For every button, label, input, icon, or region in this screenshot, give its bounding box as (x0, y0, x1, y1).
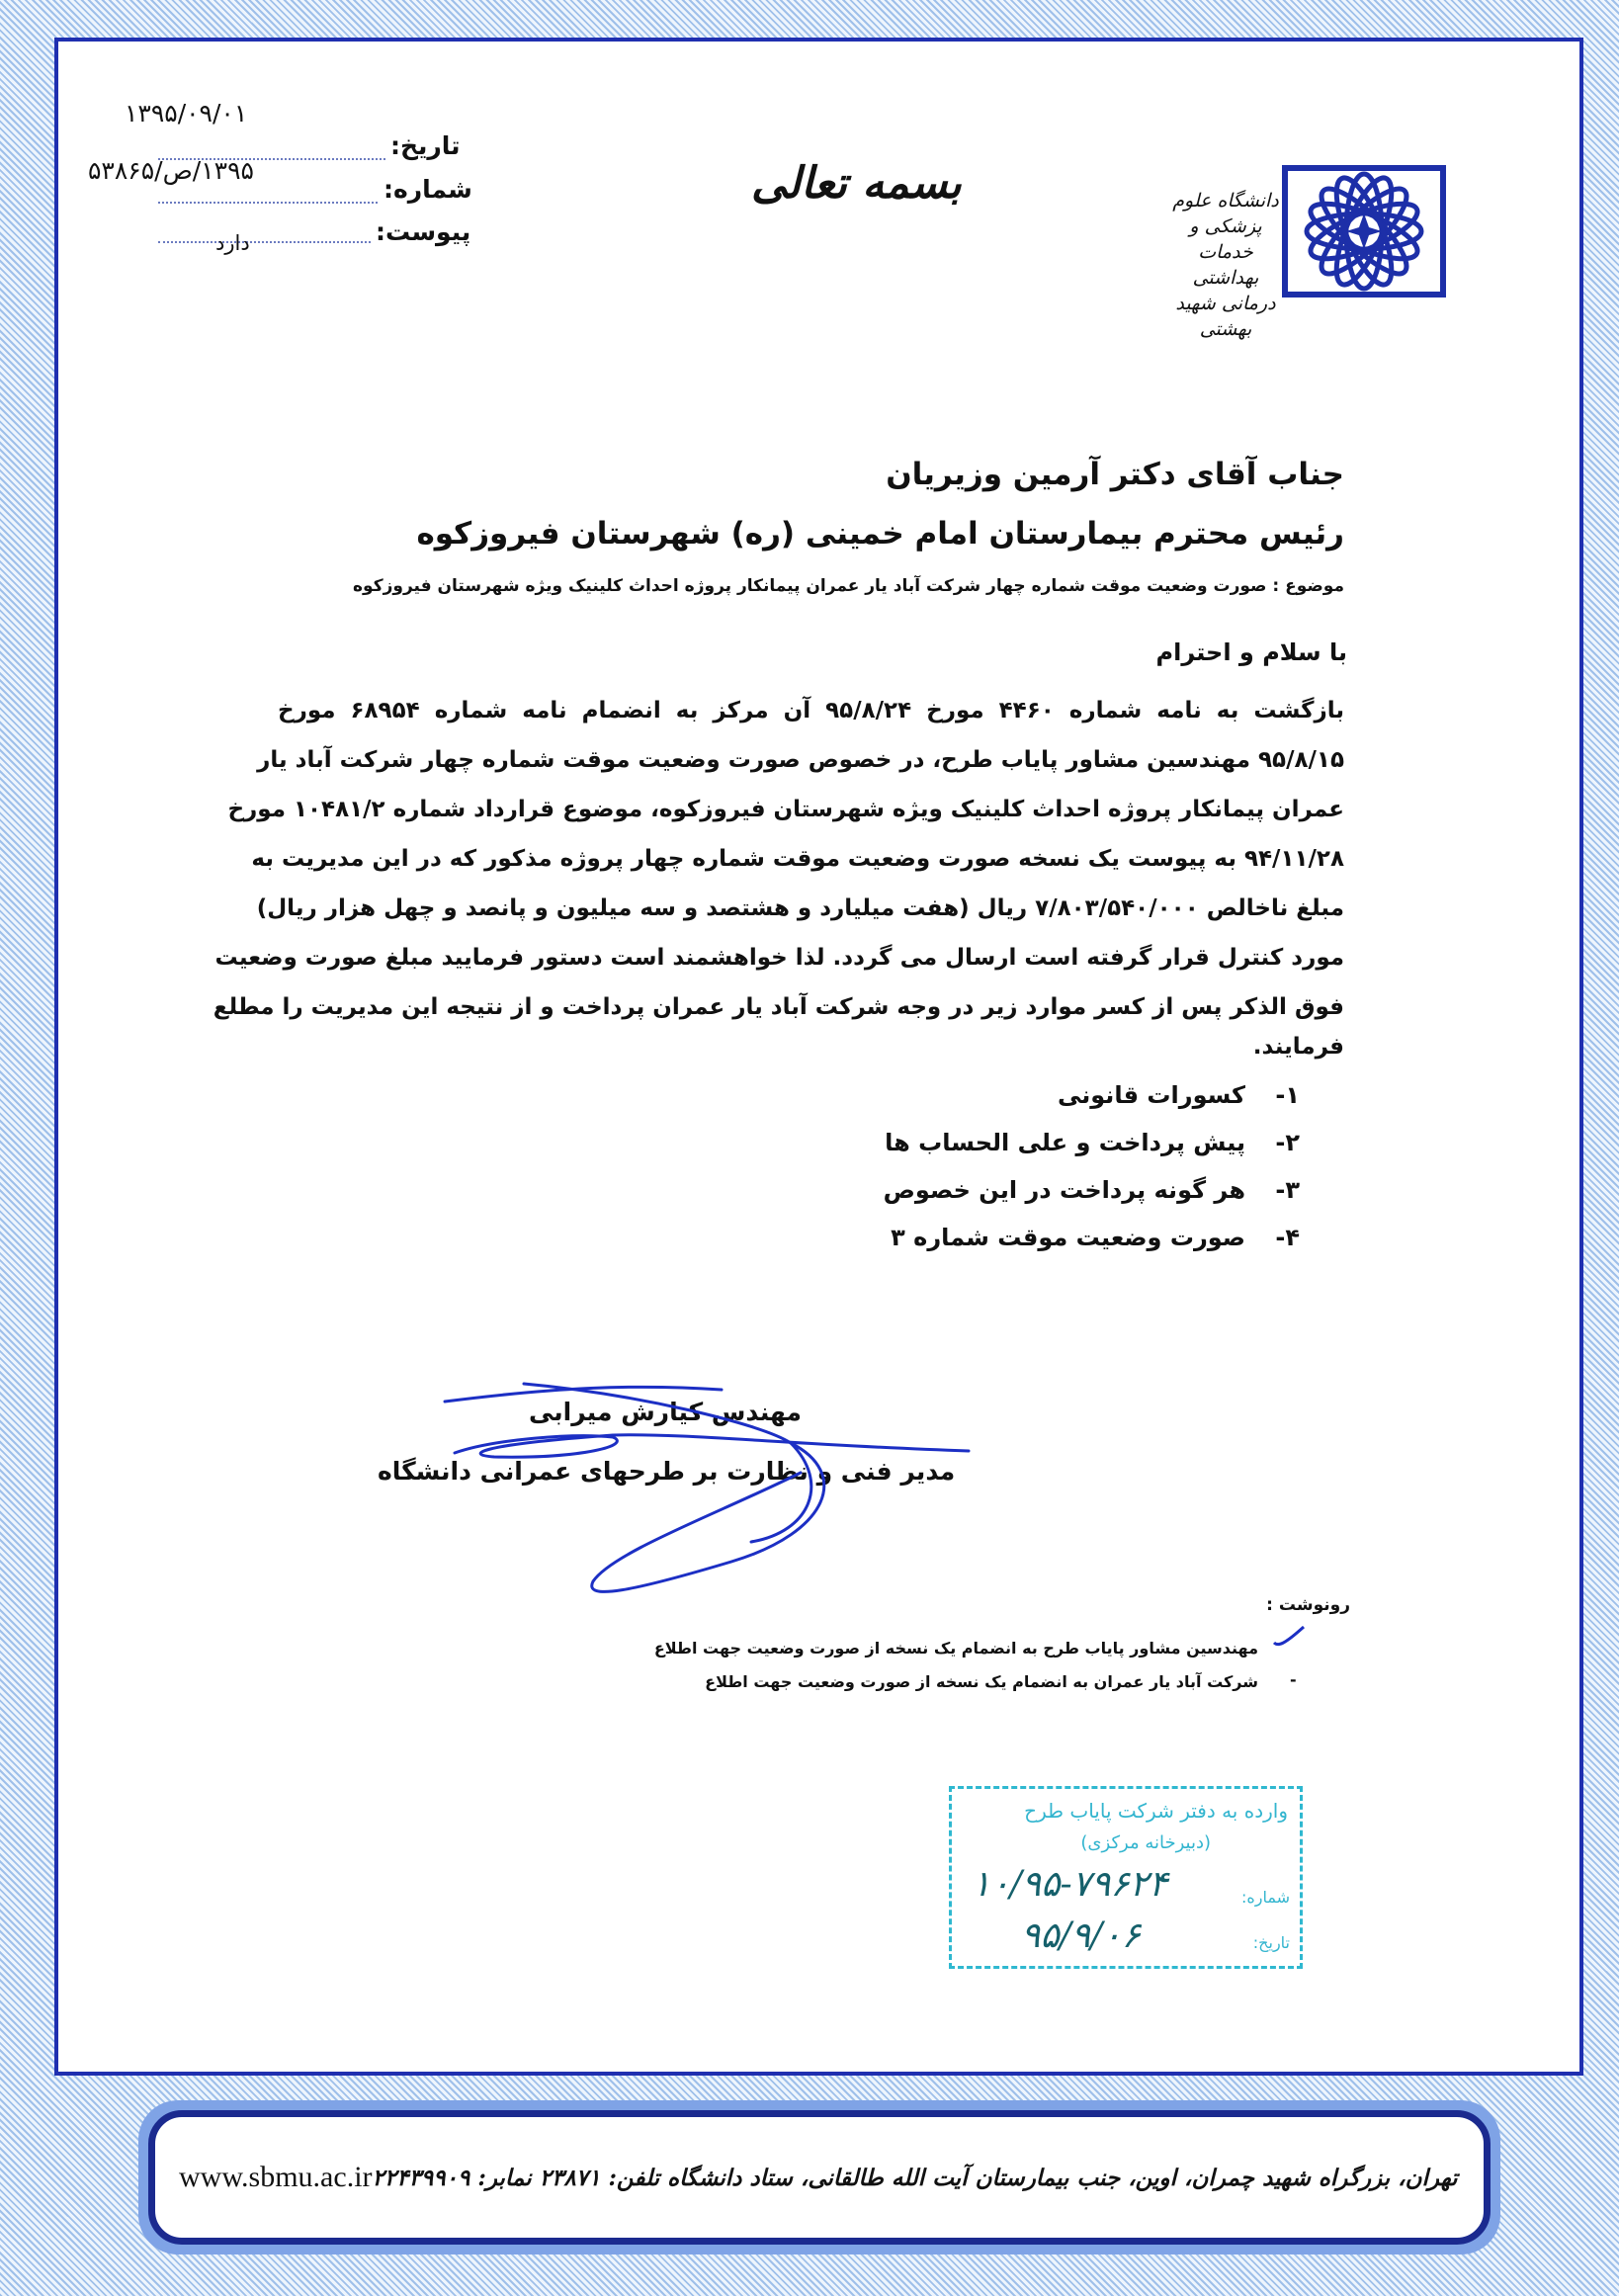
list-number: ۳- (1275, 1176, 1300, 1204)
signatory-name: مهندس کیارش میرابی (529, 1398, 803, 1426)
rosette-logo-icon (1275, 146, 1453, 324)
greeting: با سلام و احترام (1155, 638, 1347, 666)
cc-item: شرکت آباد یار عمران به انضمام یک نسخه از صورت وضعیت جهت اطلاع (705, 1672, 1258, 1691)
body-line: فرمایند. (1252, 1034, 1344, 1060)
number-value: ۱۳۹۵/ص/۵۳۸۶۵ (88, 156, 254, 185)
body-line: عمران پیمانکار پروژه احداث کلینیک ویژه شهرستان فیروزکوه، موضوع قرارداد شماره ۱۰۴۸۱/۲ مورخ (227, 797, 1344, 822)
handwritten-signature-icon (435, 1374, 988, 1611)
attachment-value: دارد (215, 231, 250, 255)
stamp-number-value: ۱۰/۹۵-۷۹۶۲۴ (972, 1864, 1168, 1905)
body-line: بازگشت به نامه شماره ۴۴۶۰ مورخ ۹۵/۸/۲۴ آن مرکز به انضمام نامه شماره ۶۸۹۵۴ مورخ (278, 698, 1344, 723)
list-item (885, 1129, 1300, 1156)
cc-bullet: - (1290, 1670, 1297, 1689)
list-item (884, 1176, 1300, 1204)
body-line: مبلغ ناخالص ۷/۸۰۳/۵۴۰/۰۰۰ ریال (هفت میلیارد و هشتصد و سه میلیون و پانصد و چهل هزار ریال) (256, 895, 1344, 921)
list-number: ۱- (1275, 1081, 1300, 1109)
body-line: ۹۴/۱۱/۲۸ به پیوست یک نسخه صورت وضعیت موقت شماره چهار پروژه مذکور که در این مدیریت به (251, 846, 1344, 872)
received-stamp (949, 1786, 1303, 1969)
body-line: مورد کنترل قرار گرفته است ارسال می گردد. لذا خواهشمند است دستور فرمایید مبلغ صورت وضعیت (214, 945, 1344, 971)
cc-item: مهندسین مشاور پایاب طرح به انضمام یک نسخه از صورت وضعیت جهت اطلاع (653, 1639, 1258, 1658)
list-item (891, 1224, 1300, 1251)
list-number: ۲- (1275, 1129, 1300, 1156)
checkmark-icon (1270, 1621, 1310, 1651)
attachment-label: پیوست: (376, 217, 471, 246)
body-line: فوق الذکر پس از کسر موارد زیر در وجه شرکت آباد یار عمران پرداخت و از نتیجه این مدیریت را مطلع (213, 994, 1344, 1020)
stamp-date-label: تاریخ: (1252, 1933, 1290, 1952)
list-item (1058, 1081, 1300, 1109)
addressee-name: جناب آقای دکتر آرمین وزیریان (886, 457, 1344, 492)
stamp-subtitle: (دبیرخانه مرکزی) (1080, 1832, 1211, 1853)
list-text: صورت وضعیت موقت شماره ۳ (891, 1224, 1245, 1251)
cc-label: رونوشت : (1266, 1595, 1350, 1615)
stamp-number-label: شماره: (1240, 1888, 1290, 1907)
stamp-title: وارده به دفتر شرکت پایاب طرح (1024, 1799, 1288, 1823)
website-link[interactable]: www.sbmu.ac.ir (179, 2161, 373, 2193)
list-text: کسورات قانونی (1057, 1081, 1245, 1109)
attachment-line (158, 241, 371, 243)
logo-lettering: دانشگاه علوم پزشکی و خدمات بهداشتی درمانی شهید بهشتی (1172, 190, 1279, 340)
list-text: پیش پرداخت و علی الحساب ها (885, 1129, 1245, 1156)
list-number: ۴- (1275, 1224, 1300, 1251)
number-label: شماره: (383, 175, 472, 204)
body-line: ۹۵/۸/۱۵ مهندسین مشاور پایاب طرح، در خصوص صورت وضعیت موقت شماره چهار شرکت آباد یار (257, 747, 1344, 773)
signatory-title: مدیر فنی و نظارت بر طرحهای عمرانی دانشگاه (378, 1457, 956, 1486)
university-logo (1275, 146, 1453, 314)
list-text: هر گونه پرداخت در این خصوص (883, 1176, 1245, 1204)
bismillah: بسمه تعالی (751, 158, 962, 209)
footer (148, 2110, 1491, 2245)
footer-address: تهران، بزرگراه شهید چمران، اوین، جنب بیمارستان آیت الله طالقانی، ستاد دانشگاه تلفن: ۲۳۸۷۱ نمابر: ۲۲۴۳۹۹۰۹ (372, 2164, 1458, 2191)
date-label: تاریخ: (390, 131, 461, 160)
subject-line: موضوع : صورت وضعیت موقت شماره چهار شرکت آباد یار عمران پیمانکار پروژه احداث کلینیک ویژه شهرستان فیروزکوه (353, 576, 1344, 596)
stamp-date-value: ۹۵/۹/۰۶ (1021, 1915, 1141, 1956)
date-value: ۱۳۹۵/۰۹/۰۱ (125, 99, 248, 128)
number-line (158, 202, 378, 204)
addressee-title: رئیس محترم بیمارستان امام خمینی (ره) شهرستان فیروزکوه (416, 516, 1344, 552)
